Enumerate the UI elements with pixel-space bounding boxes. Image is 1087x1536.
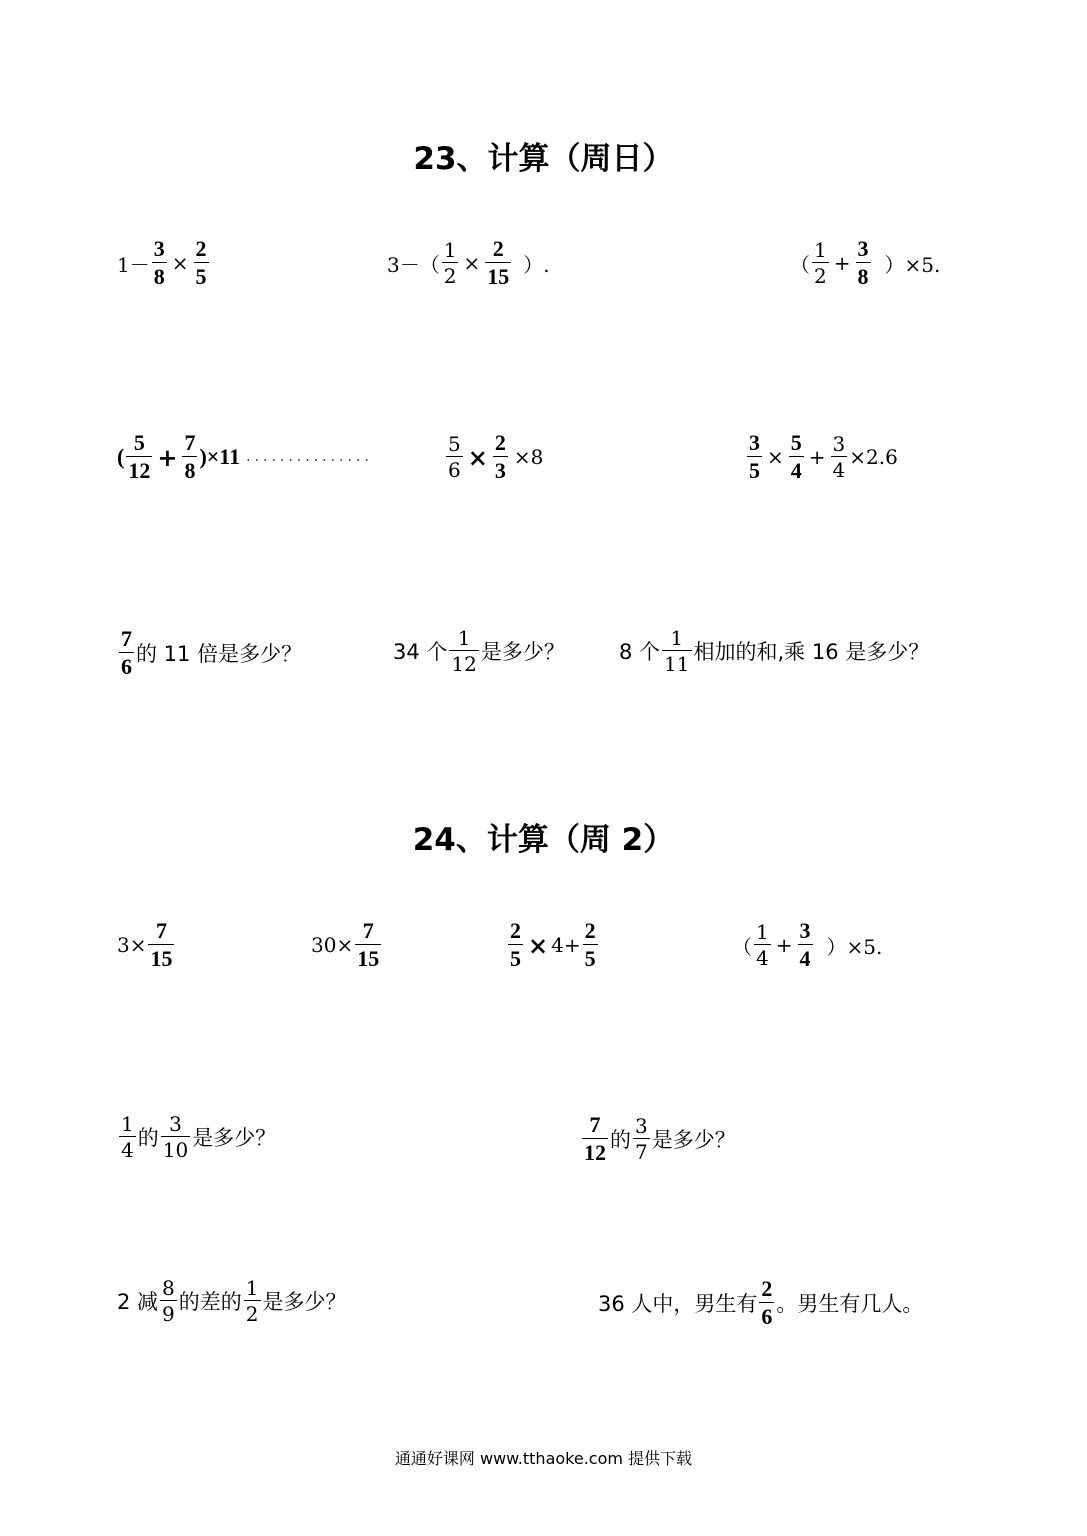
denominator: 6 xyxy=(761,1304,773,1329)
text: 是多少？ xyxy=(480,640,565,664)
fraction xyxy=(194,238,209,288)
text: 8 个 xyxy=(619,640,661,664)
numerator: 2 xyxy=(492,236,504,261)
denominator: 12 xyxy=(451,652,477,676)
numerator: 2 xyxy=(494,430,506,455)
dot-leader: ............... xyxy=(246,449,373,465)
operator: + xyxy=(833,251,851,275)
operator: × xyxy=(171,251,189,275)
text: 1－ xyxy=(117,252,150,277)
fraction xyxy=(148,920,174,970)
problem-7 xyxy=(117,920,176,970)
fraction xyxy=(789,432,804,482)
numerator: 7 xyxy=(184,430,196,455)
problem-5 xyxy=(444,432,543,482)
fraction xyxy=(493,432,508,482)
word-problem-4 xyxy=(117,1114,276,1160)
operator: × xyxy=(467,442,488,472)
text: ）. xyxy=(523,252,550,277)
denominator: 8 xyxy=(153,264,165,289)
denominator: 4 xyxy=(790,458,802,483)
numerator: 2 xyxy=(584,918,596,943)
text: ）×5. xyxy=(826,934,883,959)
problem-2 xyxy=(387,238,550,288)
text: 是多少？ xyxy=(262,1290,347,1314)
fraction xyxy=(160,1278,177,1324)
text: 的差的 xyxy=(178,1290,242,1314)
text: ×2.6 xyxy=(849,445,898,469)
denominator: 11 xyxy=(664,652,690,676)
fraction xyxy=(583,920,598,970)
numerator: 2 xyxy=(195,236,207,261)
denominator: 5 xyxy=(195,264,207,289)
denominator: 8 xyxy=(857,264,869,289)
denominator: 5 xyxy=(749,458,760,483)
word-problem-2 xyxy=(393,628,565,674)
operator: × xyxy=(528,930,549,960)
fraction xyxy=(182,432,197,482)
denominator: 9 xyxy=(162,1302,175,1326)
denominator: 4 xyxy=(832,458,846,482)
fraction xyxy=(244,1278,261,1324)
text: 36 人中，男生有 xyxy=(598,1292,758,1316)
numerator: 2 xyxy=(510,918,521,943)
fraction xyxy=(759,1278,774,1328)
problem-3 xyxy=(790,238,940,288)
fraction xyxy=(662,628,691,674)
numerator: 3 xyxy=(749,430,760,455)
numerator: 3 xyxy=(832,432,846,456)
text: 是多少？ xyxy=(651,1128,736,1152)
numerator: 1 xyxy=(756,920,769,944)
fraction xyxy=(152,238,167,288)
numerator: 1 xyxy=(245,1276,259,1300)
text: 3× xyxy=(117,933,147,957)
problem-9 xyxy=(506,920,600,970)
text: 3－（ xyxy=(387,252,440,277)
text: ×8 xyxy=(513,445,544,469)
problem-1 xyxy=(117,238,211,288)
numerator: 3 xyxy=(153,236,165,261)
denominator: 5 xyxy=(584,946,596,971)
denominator: 7 xyxy=(635,1140,648,1164)
fraction xyxy=(355,920,381,970)
numerator: 1 xyxy=(670,626,684,650)
denominator: 4 xyxy=(799,946,811,971)
numerator: 2 xyxy=(761,1276,773,1301)
text: 的 11 倍是多少？ xyxy=(136,642,303,666)
fraction xyxy=(508,920,523,970)
text: ）×5. xyxy=(884,252,941,277)
numerator: 7 xyxy=(121,626,132,651)
numerator: 3 xyxy=(635,1114,648,1138)
problem-6 xyxy=(745,432,898,482)
operator: + xyxy=(808,445,826,469)
fraction xyxy=(754,922,771,968)
denominator: 8 xyxy=(184,458,196,483)
fraction xyxy=(442,240,459,286)
text: （ xyxy=(790,252,810,277)
fraction xyxy=(449,628,478,674)
text: ( xyxy=(117,444,125,469)
problem-4 xyxy=(117,432,379,482)
denominator: 2 xyxy=(245,1302,259,1326)
text: 。男生有几人。 xyxy=(776,1292,924,1316)
fraction xyxy=(747,432,762,482)
text: )×11 xyxy=(199,444,241,469)
text: 的 xyxy=(137,1126,159,1150)
denominator: 6 xyxy=(121,654,132,679)
operator: × xyxy=(767,445,784,469)
numerator: 3 xyxy=(799,918,811,943)
numerator: 5 xyxy=(133,430,145,455)
fraction xyxy=(812,240,829,286)
denominator: 12 xyxy=(584,1140,606,1165)
denominator: 6 xyxy=(448,458,461,482)
fraction xyxy=(119,628,134,678)
denominator: 3 xyxy=(494,458,506,483)
numerator: 3 xyxy=(857,236,869,261)
problem-8 xyxy=(311,920,383,970)
fraction xyxy=(485,238,511,288)
word-problem-5 xyxy=(580,1114,736,1164)
text: （ xyxy=(732,934,752,959)
denominator: 5 xyxy=(510,946,521,971)
numerator: 7 xyxy=(155,918,167,943)
fraction xyxy=(446,434,463,480)
denominator: 2 xyxy=(443,264,457,288)
word-problem-1 xyxy=(117,628,302,678)
text: 2 减 xyxy=(117,1290,159,1314)
numerator: 7 xyxy=(589,1112,601,1137)
text: 相加的和,乘 16 是多少？ xyxy=(693,640,930,664)
numerator: 1 xyxy=(814,238,827,262)
numerator: 7 xyxy=(362,918,374,943)
operator: × xyxy=(463,251,481,275)
numerator: 1 xyxy=(457,626,471,650)
denominator: 4 xyxy=(756,946,769,970)
operator: + xyxy=(775,933,793,957)
operator: + xyxy=(157,442,178,472)
numerator: 8 xyxy=(162,1276,175,1300)
text: 34 个 xyxy=(393,640,448,664)
section-title-23: 23、计算（周日） xyxy=(413,141,674,177)
denominator: 4 xyxy=(121,1138,134,1162)
fraction xyxy=(161,1114,190,1160)
fraction xyxy=(633,1116,650,1162)
problem-10 xyxy=(732,920,882,970)
numerator: 5 xyxy=(790,430,802,455)
numerator: 1 xyxy=(443,238,457,262)
fraction xyxy=(582,1114,608,1164)
text: 是多少？ xyxy=(192,1126,277,1150)
section-title-24: 24、计算（周 2） xyxy=(412,822,675,858)
fraction xyxy=(126,432,152,482)
numerator: 1 xyxy=(121,1112,134,1136)
fraction xyxy=(119,1114,136,1160)
denominator: 15 xyxy=(357,946,380,971)
footer-credit: 通通好课网 www.tthaoke.com 提供下载 xyxy=(394,1449,693,1468)
denominator: 10 xyxy=(162,1138,189,1162)
text: 30× xyxy=(311,933,354,957)
text: 的 xyxy=(610,1128,631,1152)
fraction xyxy=(798,920,813,970)
fraction xyxy=(856,238,871,288)
denominator: 2 xyxy=(814,264,827,288)
text: 4+ xyxy=(551,933,581,957)
denominator: 15 xyxy=(487,264,510,289)
fraction xyxy=(831,434,848,480)
word-problem-7 xyxy=(598,1278,923,1328)
word-problem-3 xyxy=(619,628,929,674)
numerator: 3 xyxy=(169,1112,182,1136)
denominator: 12 xyxy=(128,458,151,483)
numerator: 5 xyxy=(448,432,461,456)
word-problem-6 xyxy=(117,1278,347,1324)
denominator: 15 xyxy=(150,946,173,971)
